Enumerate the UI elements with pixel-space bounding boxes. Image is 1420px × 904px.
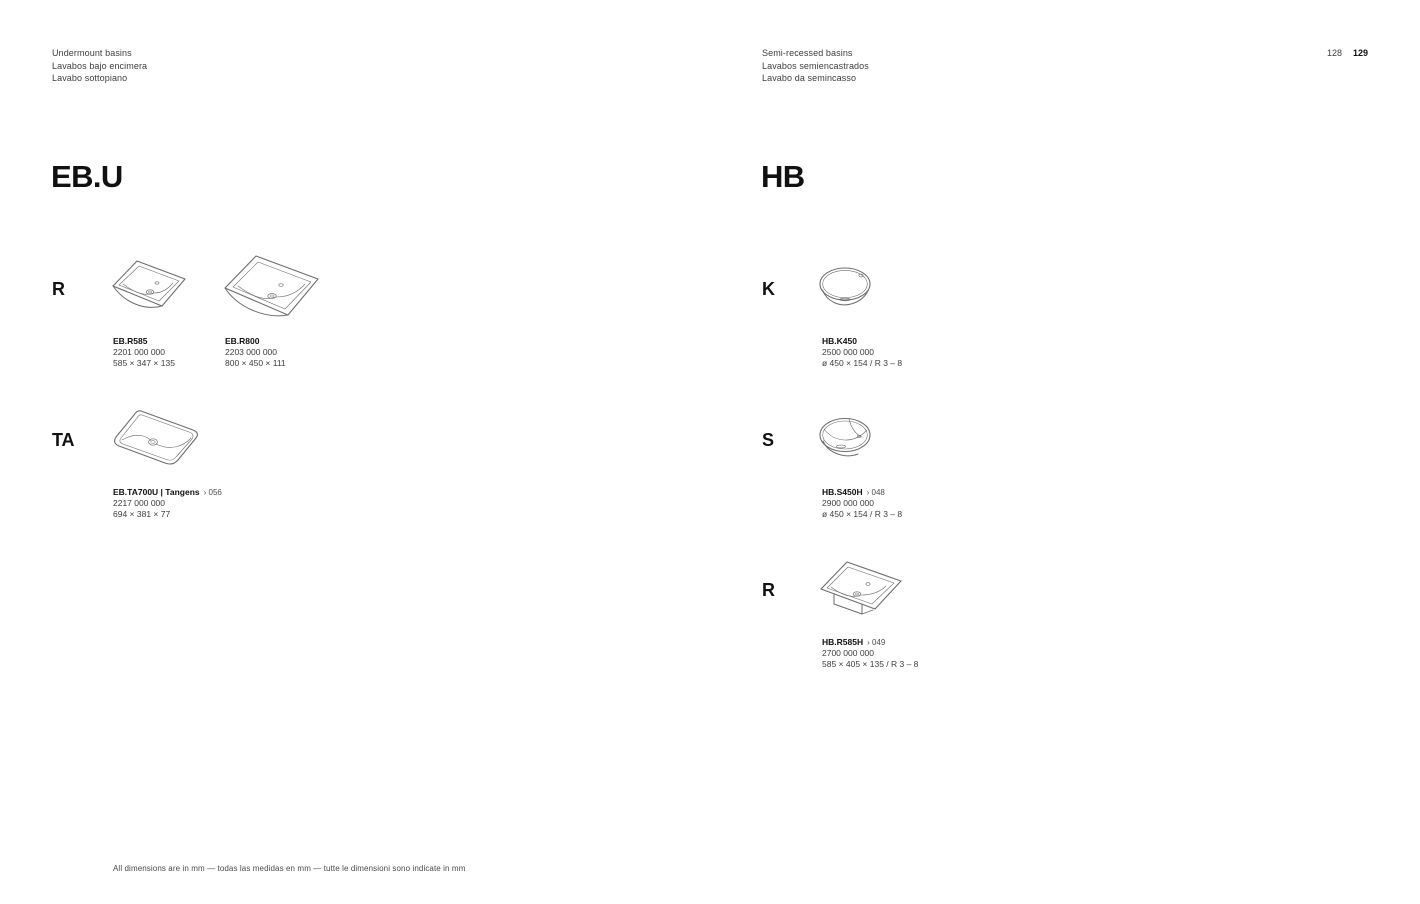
product-dimensions: 694 × 381 × 77 [113,509,171,519]
right-section-letter-r: R [762,580,775,600]
category-line-es: Lavabos bajo encimera [52,60,148,71]
basin-illustration-eb-r800 [222,253,322,323]
dimensions-footnote: All dimensions are in mm — todas las medidas en mm — tutte le dimensioni sono indicate in mm [113,864,466,873]
product-name: HB.K450 [822,336,857,346]
rounded-basin-drawing [110,407,202,469]
product-label-eb-r800 [225,336,286,369]
page-number-right: 129 [1352,48,1368,58]
product-code: 2700 000 000 [822,648,874,658]
product-code: 2500 000 000 [822,347,874,357]
product-name: HB.R585H [822,637,864,647]
basin-illustration-eb-r585 [110,258,190,320]
product-dimensions: 585 × 347 × 135 [113,358,175,368]
right-category-header [762,47,869,85]
category-line-en: Undermount basins [52,48,132,58]
basin-illustration-hb-s450h [818,414,874,464]
product-dimensions: ø 450 × 154 / R 3 – 8 [822,358,903,368]
product-name: EB.R800 [225,336,260,346]
product-name: EB.R585 [113,336,148,346]
left-category-header [52,47,147,85]
semi-recessed-basin-drawing [817,559,903,629]
category-line-es: Lavabos semiencastrados [762,60,869,71]
product-dimensions: ø 450 × 154 / R 3 – 8 [822,509,903,519]
product-page-ref: › 049 [867,638,886,647]
basin-illustration-hb-r585h [817,559,903,629]
page-number-left: 128 [1326,48,1342,58]
pagination [1327,48,1368,58]
rect-basin-drawing [222,253,322,323]
product-label-eb-r585 [113,336,175,369]
right-section-letter-s: S [762,430,774,450]
rect-basin-drawing [110,258,190,320]
product-code: 2900 000 000 [822,498,874,508]
series-title-ebu: EB.U [51,159,123,194]
product-label-hb-s450h [822,487,902,520]
category-line-en: Semi-recessed basins [762,48,853,58]
product-label-eb-ta700u [113,487,222,520]
product-page-ref: › 056 [203,488,222,497]
product-label-hb-k450 [822,336,902,369]
product-code: 2201 000 000 [113,347,165,357]
product-name: HB.S450H [822,487,863,497]
basin-illustration-hb-k450 [818,264,874,312]
product-dimensions: 800 × 450 × 111 [225,358,286,368]
right-section-letter-k: K [762,279,775,299]
product-name: EB.TA700U | Tangens [113,487,200,497]
round-basin-drawing [818,264,874,312]
product-code: 2203 000 000 [225,347,277,357]
left-section-letter-ta: TA [52,430,75,450]
product-code: 2217 000 000 [113,498,165,508]
series-title-hb: HB [761,159,805,194]
round-basin-drawing [818,414,874,464]
basin-illustration-eb-ta700u [110,407,202,469]
product-page-ref: › 048 [866,488,885,497]
product-dimensions: 585 × 405 × 135 / R 3 – 8 [822,659,919,669]
left-section-letter-r: R [52,279,65,299]
product-label-hb-r585h [822,637,918,670]
category-line-it: Lavabo sottopiano [52,73,128,83]
category-line-it: Lavabo da semincasso [762,73,857,83]
